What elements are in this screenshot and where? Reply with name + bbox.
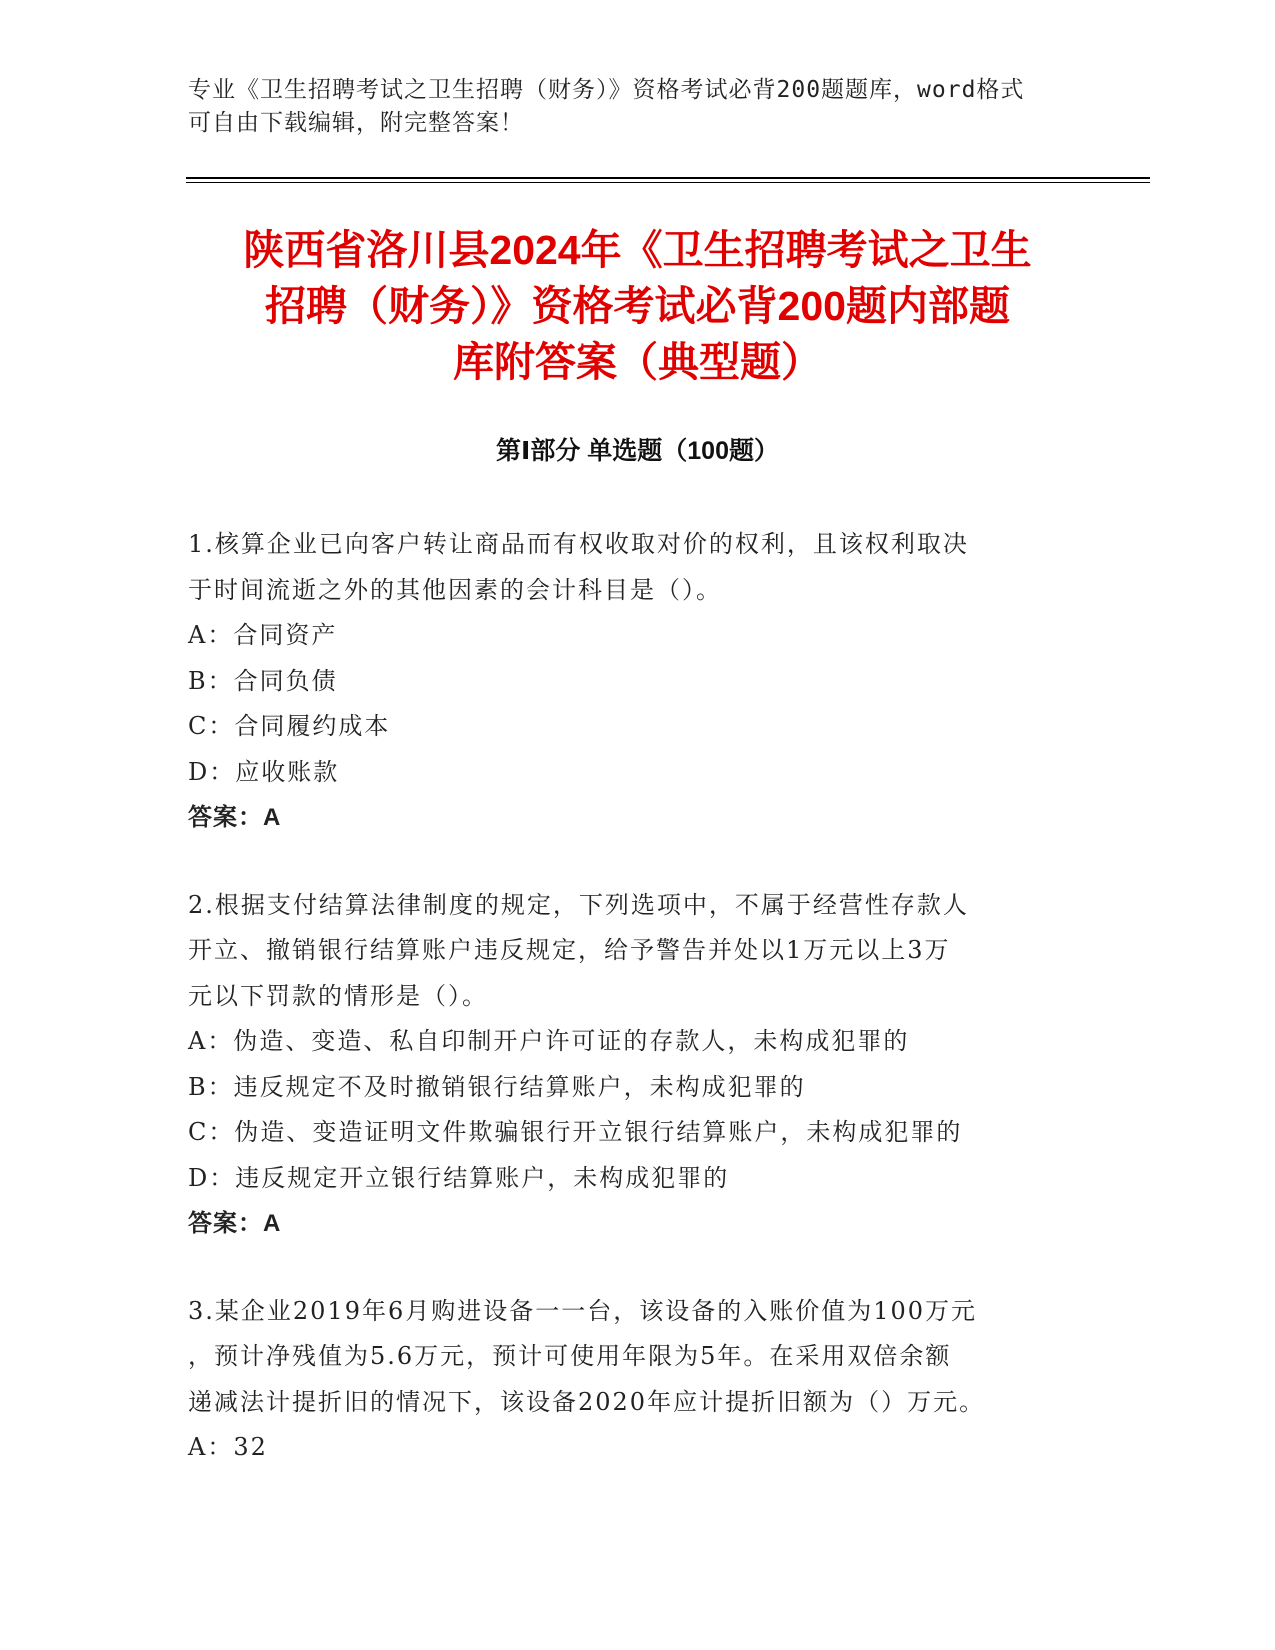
- question-3-text-line-1: 3.某企业2019年6月购进设备一一台，该设备的入账价值为100万元: [188, 1296, 978, 1325]
- header-divider-thin: [186, 182, 1150, 183]
- question-2-text-line-2: 开立、撤销银行结算账户违反规定，给予警告并处以1万元以上3万: [188, 936, 951, 964]
- document-title-line-1: 陕西省洛川县2024年《卫生招聘考试之卫生: [243, 227, 1032, 273]
- question-1-text-line-2: 于时间流逝之外的其他因素的会计科目是（）。: [188, 575, 722, 604]
- header-note: [188, 74, 1068, 140]
- question-3-option-a: A：32: [188, 1433, 268, 1461]
- header-divider-thick: [186, 177, 1150, 179]
- question-2: [188, 883, 1088, 1247]
- document-title-line-3: 库附答案（典型题）: [453, 339, 822, 385]
- question-list: [188, 522, 1088, 1513]
- question-2-text-line-1: 2.根据支付结算法律制度的规定，下列选项中，不属于经营性存款人: [188, 890, 969, 919]
- question-3-text-line-3: 递减法计提折旧的情况下，该设备2020年应计提折旧额为（）万元。: [188, 1387, 986, 1416]
- question-2-option-a: A：伪造、变造、私自印制开户许可证的存款人，未构成犯罪的: [188, 1027, 910, 1055]
- question-2-option-b: B：违反规定不及时撤销银行结算账户，未构成犯罪的: [188, 1072, 806, 1101]
- question-2-option-d: D：违反规定开立银行结算账户，未构成犯罪的: [188, 1163, 730, 1192]
- question-1-option-c: C：合同履约成本: [188, 712, 391, 740]
- section-title: 第Ⅰ部分 单选题（100题）: [496, 437, 779, 465]
- question-2-text-line-3: 元以下罚款的情形是（）。: [188, 981, 488, 1010]
- question-2-answer: 答案：A: [188, 1210, 282, 1237]
- document-title-line-2: 招聘（财务）》资格考试必背200题内部题: [265, 283, 1010, 329]
- question-2-option-c: C：伪造、变造证明文件欺骗银行开立银行结算账户，未构成犯罪的: [188, 1118, 963, 1146]
- header-note-line-2: 可自由下载编辑，附完整答案！: [188, 110, 524, 136]
- question-1: [188, 522, 1088, 841]
- question-1-text-line-1: 1.核算企业已向客户转让商品而有权收取对价的权利，且该权利取决: [188, 530, 969, 558]
- question-3-text-line-2: ，预计净残值为5.6万元，预计可使用年限为5年。在采用双倍余额: [188, 1342, 952, 1370]
- document-title: [150, 222, 1125, 390]
- question-3: [188, 1289, 1088, 1471]
- question-1-answer: 答案：A: [188, 804, 282, 831]
- header-note-line-1: 专业《卫生招聘考试之卫生招聘（财务）》资格考试必背200题题库，word格式: [188, 77, 1025, 103]
- question-1-option-a: A：合同资产: [188, 621, 338, 649]
- question-1-option-b: B：合同负债: [188, 666, 338, 695]
- question-1-option-d: D：应收账款: [188, 757, 340, 786]
